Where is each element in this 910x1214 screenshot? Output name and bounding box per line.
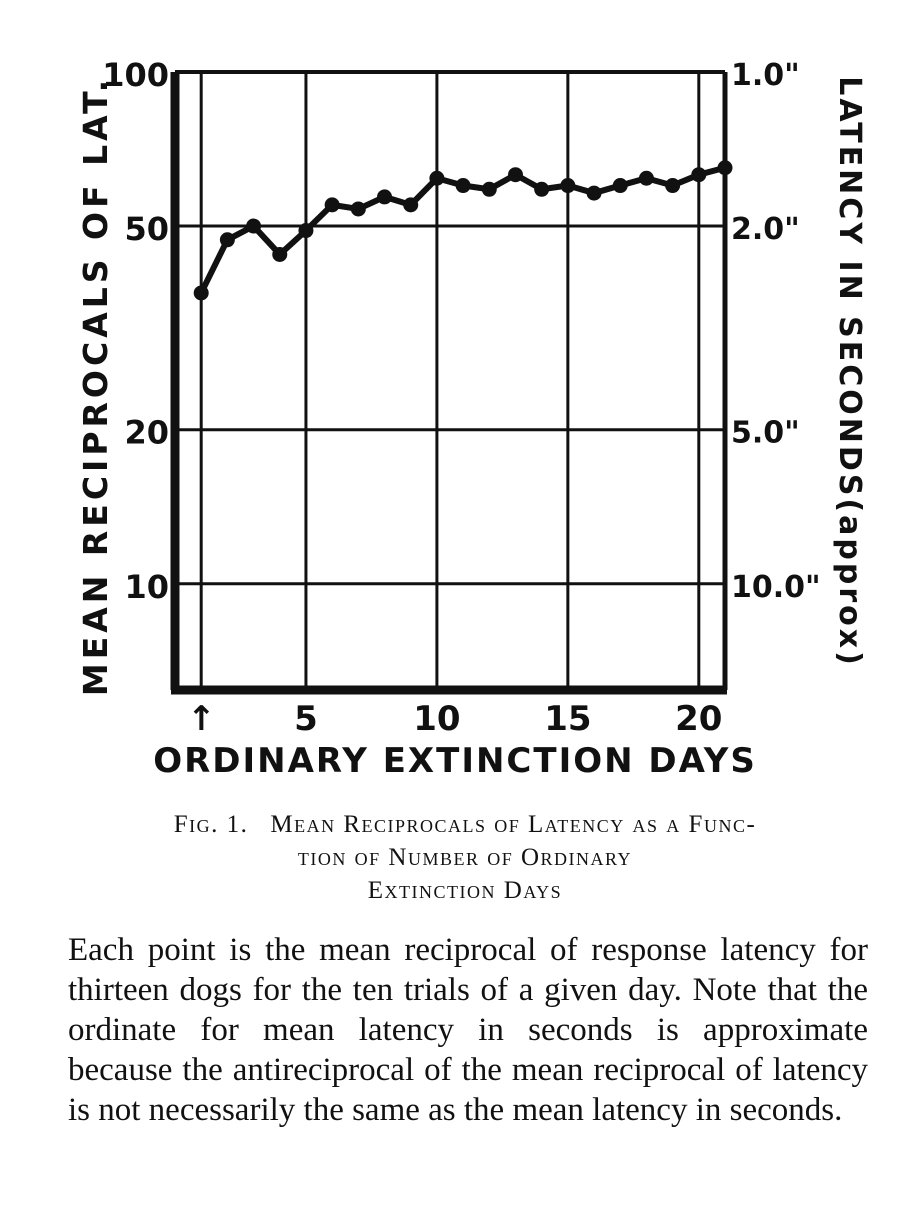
data-point xyxy=(534,182,549,197)
y-tick-label: 100 xyxy=(102,56,169,94)
caption-line-1: Mean Reciprocals of Latency as a Func- xyxy=(270,811,757,838)
y-right-axis-label: LATENCY IN SECONDS(approx) xyxy=(832,76,867,668)
x-tick-label: 10 xyxy=(413,699,461,739)
y-right-tick-label: 5.0" xyxy=(731,415,800,451)
y-tick-label: 50 xyxy=(124,210,169,249)
data-point xyxy=(665,178,680,193)
x-axis-label: ORDINARY EXTINCTION DAYS xyxy=(153,741,757,781)
data-point xyxy=(377,189,392,204)
y-right-tick-label: 10.0" xyxy=(731,569,821,605)
chart-grid xyxy=(175,72,725,690)
x-tick-label: 15 xyxy=(544,699,592,739)
figure-note: Each point is the mean reciprocal of response latency for thirteen dogs for the ten trials of a given day. Note that the ordinate for mean latency in seconds is approximate because the antireciprocal of the mean reciprocal of latency is not necessarily the same as the mean latency in seconds. xyxy=(68,932,868,1128)
data-point xyxy=(718,160,733,175)
data-point xyxy=(403,197,418,212)
data-point xyxy=(482,182,497,197)
chart-labels xyxy=(76,56,867,781)
data-point xyxy=(508,167,523,182)
data-point xyxy=(639,171,654,186)
data-point xyxy=(194,285,209,300)
x-tick-label: 20 xyxy=(675,699,723,739)
data-point xyxy=(456,178,471,193)
y-axis-label: MEAN RECIPROCALS OF LAT. xyxy=(76,75,115,697)
data-point xyxy=(691,167,706,182)
data-point xyxy=(272,247,287,262)
caption-line-2: tion of Number of Ordinary xyxy=(297,844,633,871)
data-point xyxy=(587,186,602,201)
y-right-tick-label: 2.0" xyxy=(731,212,800,248)
y-right-tick-label: 1.0" xyxy=(731,58,800,93)
data-point xyxy=(429,171,444,186)
y-tick-label: 20 xyxy=(124,413,169,452)
y-tick-label: 10 xyxy=(124,567,169,606)
data-point xyxy=(325,197,340,212)
chart-frame xyxy=(171,72,727,690)
chart-series xyxy=(194,160,733,300)
data-point xyxy=(298,223,313,238)
figure-label: Fig. 1. xyxy=(173,811,249,838)
x-start-arrow: ↑ xyxy=(186,699,216,739)
caption-line-3: Extinction Days xyxy=(367,877,563,904)
data-point xyxy=(560,178,575,193)
figure-caption xyxy=(60,808,870,907)
data-point xyxy=(220,232,235,247)
data-point xyxy=(613,178,628,193)
x-tick-label: 5 xyxy=(294,699,318,739)
data-point xyxy=(351,201,366,216)
data-point xyxy=(246,219,261,234)
